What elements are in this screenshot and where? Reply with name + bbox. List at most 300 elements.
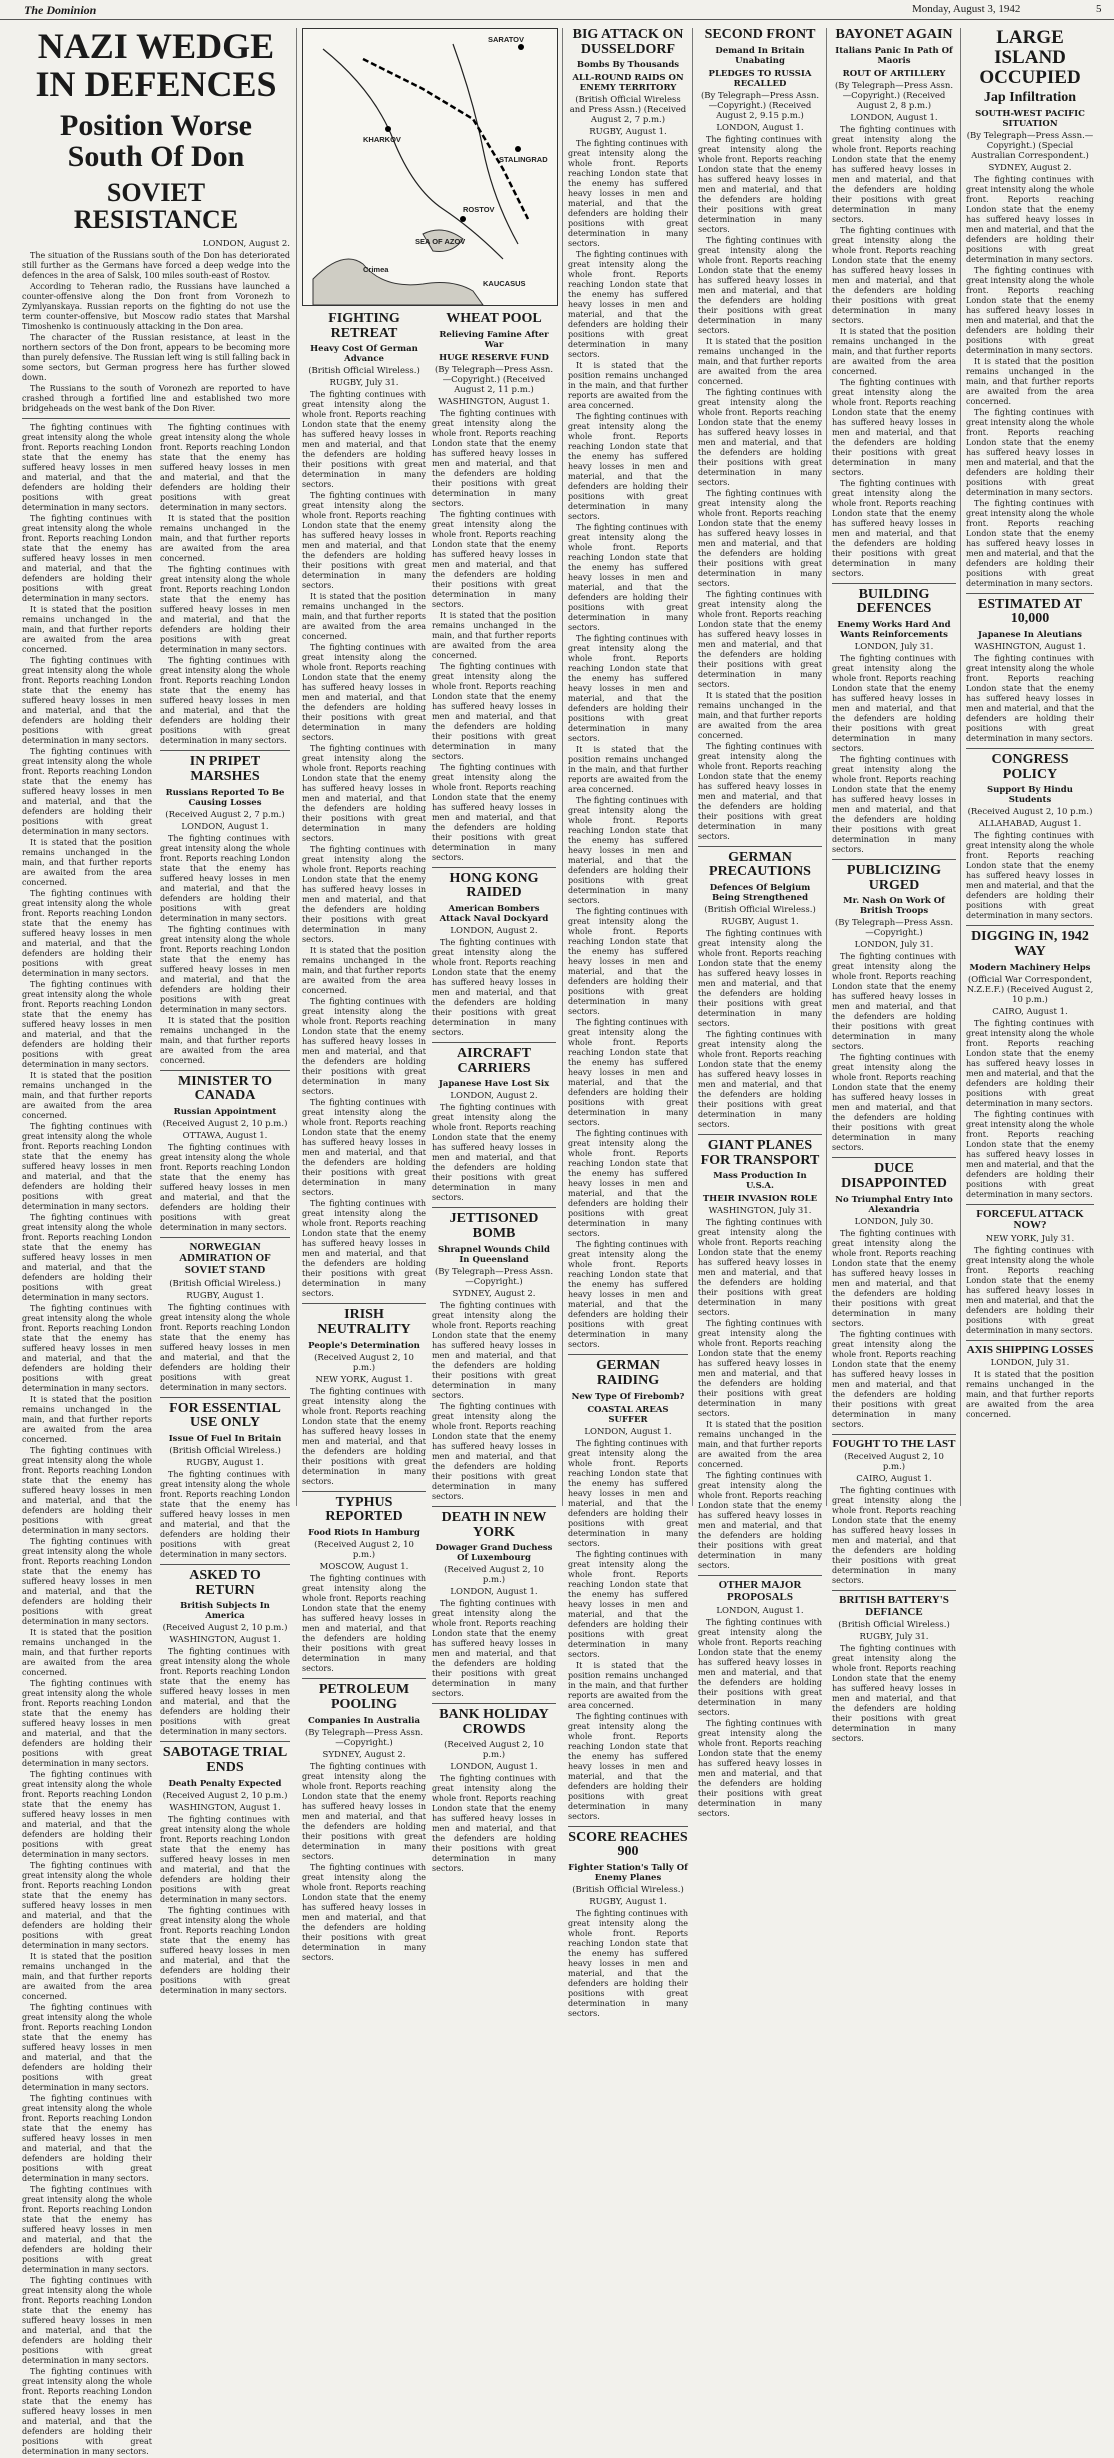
credit: (British Official Wireless and Press Assn.) (Received August 2, 7 p.m.) xyxy=(569,95,687,126)
war-map xyxy=(302,28,558,306)
column-rule xyxy=(692,28,693,1506)
story-head: FOR ESSENTIAL USE ONLY xyxy=(169,1400,281,1431)
paragraph: The Russians to the south of Voronezh are reported to have crashed through a fortified line and established two more bridgeheads on the west bank of the Don River. xyxy=(22,384,290,414)
credit: (British Official Wireless.) xyxy=(838,1620,950,1631)
paragraph: It is stated that the position remains unchanged in the main, and that further reports are awaited from the area concerned. xyxy=(698,336,822,386)
paragraph: The fighting continues with great intensity along the whole front. Reports reaching London state that the enemy has suffered heavy losses in men and material, and that the defenders are holding their positions with great determination in many sectors. xyxy=(22,1770,152,1860)
paragraph: The fighting continues with great intensity along the whole front. Reports reaching London state that the enemy has suffered heavy losses in men and material, and that the defenders are holding their positions with great determination in many sectors. xyxy=(432,408,556,508)
column-rule xyxy=(296,28,297,1506)
story-sub: Japanese Have Lost Six xyxy=(438,1079,550,1090)
credit: (Received August 2, 10 p.m.) xyxy=(314,1352,414,1373)
story-sub: British Subjects In America xyxy=(180,1601,270,1622)
map-column xyxy=(302,28,558,1962)
column-5 xyxy=(698,27,822,1818)
dateline: ALLAHABAD, August 1. xyxy=(978,819,1082,830)
paragraph: The fighting continues with great intensity along the whole front. Reports reaching London state that the enemy has suffered heavy losses in men and material, and that the defenders are holding their positions with great determination in many sectors. xyxy=(966,1018,1094,1108)
paragraph: The fighting continues with great intensity along the whole front. Reports reaching London state that the enemy has suffered heavy losses in men and material, and that the defenders are holding their positions with great determination in many sectors. xyxy=(568,139,688,249)
story-sub: No Triumphal Entry Into Alexandria xyxy=(835,1194,953,1215)
paragraph: The fighting continues with great intensity along the whole front. Reports reaching London state that the enemy has suffered heavy losses in men and material, and that the defenders are holding their positions with great determination in many sectors. xyxy=(698,1218,822,1318)
paragraph: The fighting continues with great intensity along the whole front. Reports reaching London state that the enemy has suffered heavy losses in men and material, and that the defenders are holding their positions with great determination in many sectors. xyxy=(966,407,1094,497)
paragraph: The fighting continues with great intensity along the whole front. Reports reaching London state that the enemy has suffered heavy losses in men and material, and that the defenders are holding their positions with great determination in many sectors. xyxy=(302,1862,426,1962)
credit: (British Official Wireless.) xyxy=(704,905,816,916)
dateline: LONDON, August 1. xyxy=(716,1605,804,1616)
credit: (Received August 2, 10 p.m.) xyxy=(844,1452,944,1473)
paragraph: The fighting continues with great intensity along the whole front. Reports reaching London state that the enemy has suffered heavy losses in men and material, and that the defenders are holding their positions with great determination in many sectors. xyxy=(22,1122,152,1212)
black-sea-shape xyxy=(313,259,483,305)
dateline: OTTAWA, August 1. xyxy=(182,1130,268,1141)
dateline: LONDON, July 31. xyxy=(854,940,934,951)
paragraph: According to Teheran radio, the Russians have launched a counter-offensive along the Don front from Voronezh to Zymlyanskaya. Russian reports on the fighting do not use the term counter-offensive, but Moscow radio states that Marshal Timoshenko is continuously attacking in the Don area. xyxy=(22,282,290,332)
divider xyxy=(966,1340,1094,1341)
dateline: RUGBY, July 31. xyxy=(329,378,399,389)
dateline: WASHINGTON, August 1. xyxy=(974,641,1086,652)
paragraph: The fighting continues with great intensity along the whole front. Reports reaching London state that the enemy has suffered heavy losses in men and material, and that the defenders are holding their positions with great determination in many sectors. xyxy=(568,1018,688,1128)
dateline: SYDNEY, August 2. xyxy=(322,1749,406,1760)
dateline: LONDON, August 1. xyxy=(181,821,269,832)
dateline: LONDON, August 1. xyxy=(450,1587,538,1598)
paragraph: It is stated that the position remains unchanged in the main, and that further reports are awaited from the area concerned. xyxy=(22,1952,152,2002)
paragraph: The fighting continues with great intensity along the whole front. Reports reaching London state that the enemy has suffered heavy losses in men and material, and that the defenders are holding their positions with great determination in many sectors. xyxy=(160,1647,290,1737)
paragraph: It is stated that the position remains unchanged in the main, and that further reports are awaited from the area concerned. xyxy=(22,838,152,888)
story-sub: Demand In Britain Unabating xyxy=(715,45,805,66)
paragraph: The fighting continues with great intensity along the whole front. Reports reaching London state that the enemy has suffered heavy losses in men and material, and that the defenders are holding their positions with great determination in many sectors. xyxy=(22,2185,152,2275)
paragraph: The fighting continues with great intensity along the whole front. Reports reaching London state that the enemy has suffered heavy losses in men and material, and that the defenders are holding their positions with great determination in many sectors. xyxy=(568,250,688,360)
dateline: RUGBY, August 1. xyxy=(721,917,799,928)
dateline: WASHINGTON, July 31. xyxy=(708,1206,812,1217)
paragraph: The fighting continues with great intensity along the whole front. Reports reaching London state that the enemy has suffered heavy losses in men and material, and that the defenders are holding their positions with great determination in many sectors. xyxy=(22,1213,152,1303)
paragraph: The fighting continues with great intensity along the whole front. Reports reaching London state that the enemy has suffered heavy losses in men and material, and that the defenders are holding their positions with great determination in many sectors. xyxy=(22,2367,152,2457)
paragraph: The fighting continues with great intensity along the whole front. Reports reaching London state that the enemy has suffered heavy losses in men and material, and that the defenders are holding their positions with great determination in many sectors. xyxy=(302,1574,426,1674)
paragraph: The fighting continues with great intensity along the whole front. Reports reaching London state that the enemy has suffered heavy losses in men and material, and that the defenders are holding their positions with great determination in many sectors. xyxy=(832,1053,956,1153)
column-rule xyxy=(562,28,563,1506)
paragraph: The fighting continues with great intensity along the whole front. Reports reaching London state that the enemy has suffered heavy losses in men and material, and that the defenders are holding their positions with great determination in many sectors. xyxy=(432,1300,556,1400)
map-label: Crimea xyxy=(363,265,389,274)
paragraph: The fighting continues with great intensity along the whole front. Reports reaching London state that the enemy has suffered heavy losses in men and material, and that the defenders are holding their positions with great determination in many sectors. xyxy=(302,997,426,1097)
story-head: OTHER MAJOR PROPOSALS xyxy=(718,1579,802,1603)
paragraph: The fighting continues with great intensity along the whole front. Reports reaching London state that the enemy has suffered heavy losses in men and material, and that the defenders are holding their positions with great determination in many sectors. xyxy=(302,491,426,591)
city-marker xyxy=(518,44,524,50)
paragraph: It is stated that the position remains unchanged in the main, and that further reports are awaited from the area concerned. xyxy=(22,1395,152,1445)
paragraph: The fighting continues with great intensity along the whole front. Reports reaching London state that the enemy has suffered heavy losses in men and material, and that the defenders are holding their positions with great determination in many sectors. xyxy=(568,1240,688,1350)
paragraph: The fighting continues with great intensity along the whole front. Reports reaching London state that the enemy has suffered heavy losses in men and material, and that the defenders are holding their positions with great determination in many sectors. xyxy=(22,1861,152,1951)
credit: (Received August 2, 10 p.m.) xyxy=(967,807,1093,818)
story-sub: Food Riots In Hamburg xyxy=(308,1528,420,1539)
paragraph: The fighting continues with great intensity along the whole front. Reports reaching London state that the enemy has suffered heavy losses in men and material, and that the defenders are holding their positions with great determination in many sectors. xyxy=(966,831,1094,921)
story-sub: Russians Reported To Be Causing Losses xyxy=(165,787,285,808)
story-sub: Issue Of Fuel In Britain xyxy=(168,1433,282,1444)
story-head: BIG ATTACK ON DUSSELDORF xyxy=(572,27,684,57)
dateline: LONDON, July 31. xyxy=(854,642,934,653)
paragraph: The fighting continues with great intensity along the whole front. Reports reaching London state that the enemy has suffered heavy losses in men and material, and that the defenders are holding their positions with great determination in many sectors. xyxy=(966,1109,1094,1199)
story-head: FORCEFUL ATTACK NOW? xyxy=(976,1207,1084,1232)
story-sub: Relieving Famine After War xyxy=(439,329,549,350)
dateline: LONDON, August 1. xyxy=(850,112,938,123)
story-head: AXIS SHIPPING LOSSES xyxy=(966,1343,1094,1356)
paragraph: The fighting continues with great intensity along the whole front. Reports reaching London state that the enemy has suffered heavy losses in men and material, and that the defenders are holding their positions with great determination in many sectors. xyxy=(832,1228,956,1328)
paragraph: The fighting continues with great intensity along the whole front. Reports reaching London state that the enemy has suffered heavy losses in men and material, and that the defenders are holding their positions with great determination in many sectors. xyxy=(160,1142,290,1232)
story-sub: Defences Of Belgium Being Strengthened xyxy=(709,883,811,904)
credit: (By Telegraph—Press Assn.—Copyright.) (Received August 2, 8 p.m.) xyxy=(834,80,954,111)
story-kicker: THEIR INVASION ROLE xyxy=(702,1194,818,1205)
divider xyxy=(432,1506,556,1507)
divider xyxy=(432,1042,556,1043)
paragraph: The fighting continues with great intensity along the whole front. Reports reaching London state that the enemy has suffered heavy losses in men and material, and that the defenders are holding their positions with great determination in many sectors. xyxy=(698,488,822,588)
story-sub: Heavy Cost Of German Advance xyxy=(310,344,418,365)
divider xyxy=(832,1434,956,1435)
dateline: LONDON, July 31. xyxy=(990,1358,1070,1369)
story-head: WHEAT POOL xyxy=(446,311,542,326)
paragraph: The fighting continues with great intensity along the whole front. Reports reaching London state that the enemy has suffered heavy losses in men and material, and that the defenders are holding their positions with great determination in many sectors. xyxy=(22,1446,152,1536)
story-head: SCORE REACHES 900 xyxy=(568,1829,688,1860)
paragraph: The fighting continues with great intensity along the whole front. Reports reaching London state that the enemy has suffered heavy losses in men and material, and that the defenders are holding their positions with great determination in many sectors. xyxy=(698,1718,822,1818)
divider xyxy=(432,1207,556,1208)
paragraph: The fighting continues with great intensity along the whole front. Reports reaching London state that the enemy has suffered heavy losses in men and material, and that the defenders are holding their positions with great determination in many sectors. xyxy=(160,1469,290,1559)
divider xyxy=(160,1741,290,1742)
paragraph: The fighting continues with great intensity along the whole front. Reports reaching London state that the enemy has suffered heavy losses in men and material, and that the defenders are holding their positions with great determination in many sectors. xyxy=(302,1098,426,1198)
paragraph: The fighting continues with great intensity along the whole front. Reports reaching London state that the enemy has suffered heavy losses in men and material, and that the defenders are holding their positions with great determination in many sectors. xyxy=(832,225,956,325)
paragraph: The fighting continues with great intensity along the whole front. Reports reaching London state that the enemy has suffered heavy losses in men and material, and that the defenders are holding their positions with great determination in many sectors. xyxy=(22,423,152,513)
story-kicker: PLEDGES TO RUSSIA RECALLED xyxy=(708,68,812,89)
story-kicker: ROUT OF ARTILLERY xyxy=(842,68,946,79)
story-sub: Death Penalty Expected xyxy=(168,1778,282,1789)
story-kicker: SOUTH-WEST PACIFIC SITUATION xyxy=(975,108,1085,129)
divider xyxy=(966,748,1094,749)
divider xyxy=(966,593,1094,594)
divider xyxy=(432,1703,556,1704)
credit: (Official War Correspondent, N.Z.E.F.) (Received August 2, 10 p.m.) xyxy=(966,974,1094,1005)
paragraph: The fighting continues with great intensity along the whole front. Reports reaching London state that the enemy has suffered heavy losses in men and material, and that the defenders are holding their positions with great determination in many sectors. xyxy=(160,1814,290,1904)
divider xyxy=(568,1826,688,1827)
divider xyxy=(832,859,956,860)
story-head: NORWEGIAN ADMIRATION OF SOVIET STAND xyxy=(179,1240,271,1277)
story-head: AIRCRAFT CARRIERS xyxy=(457,1046,531,1076)
issue-date: Monday, August 3, 1942 xyxy=(912,3,1021,15)
paragraph: The fighting continues with great intensity along the whole front. Reports reaching London state that the enemy has suffered heavy losses in men and material, and that the defenders are holding their positions with great determination in many sectors. xyxy=(432,1599,556,1699)
dateline: CAIRO, August 1. xyxy=(992,1006,1068,1017)
paragraph: The fighting continues with great intensity along the whole front. Reports reaching London state that the enemy has suffered heavy losses in men and material, and that the defenders are holding their positions with great determination in many sectors. xyxy=(568,634,688,744)
credit: (Received August 2, 10 p.m.) xyxy=(162,1118,288,1129)
story-head: IRISH NEUTRALITY xyxy=(317,1307,411,1338)
story-sub: New Type Of Firebomb? xyxy=(571,1391,685,1402)
paragraph: The situation of the Russians south of the Don has deteriorated still further as the Germans have forced a deep wedge into the defences in the area of Salsk, 100 miles south-east of Rostov. xyxy=(22,251,290,281)
paragraph: The fighting continues with great intensity along the whole front. Reports reaching London state that the enemy has suffered heavy losses in men and material, and that the defenders are holding their positions with great determination in many sectors. xyxy=(698,589,822,689)
divider xyxy=(160,1237,290,1238)
paragraph: It is stated that the position remains unchanged in the main, and that further reports are awaited from the area concerned. xyxy=(568,361,688,411)
credit: (Received August 2, 10 p.m.) xyxy=(444,1739,544,1760)
story-kicker: COASTAL AREAS SUFFER xyxy=(587,1404,669,1425)
dateline: WASHINGTON, August 1. xyxy=(438,396,550,407)
paragraph: It is stated that the position remains unchanged in the main, and that further reports are awaited from the area concerned. xyxy=(698,690,822,740)
paragraph: It is stated that the position remains unchanged in the main, and that further reports are awaited from the area concerned. xyxy=(22,605,152,655)
dateline: NEW YORK, August 1. xyxy=(315,1374,413,1385)
paragraph: The fighting continues with great intensity along the whole front. Reports reaching London state that the enemy has suffered heavy losses in men and material, and that the defenders are holding their positions with great determination in many sectors. xyxy=(160,656,290,746)
paragraph: The fighting continues with great intensity along the whole front. Reports reaching London state that the enemy has suffered heavy losses in men and material, and that the defenders are holding their positions with great determination in many sectors. xyxy=(698,134,822,234)
paragraph: The fighting continues with great intensity along the whole front. Reports reaching London state that the enemy has suffered heavy losses in men and material, and that the defenders are holding their positions with great determination in many sectors. xyxy=(832,1486,956,1586)
story-head: DIGGING IN, 1942 WAY xyxy=(971,929,1089,959)
paper-name: The Dominion xyxy=(24,3,97,17)
story-kicker: HUGE RESERVE FUND xyxy=(439,352,549,363)
story-sub: Shrapnel Wounds Child In Queensland xyxy=(438,1244,550,1265)
paragraph: The fighting continues with great intensity along the whole front. Reports reaching London state that the enemy has suffered heavy losses in men and material, and that the defenders are holding their positions with great determination in many sectors. xyxy=(22,980,152,1070)
divider xyxy=(432,867,556,868)
paragraph: The fighting continues with great intensity along the whole front. Reports reaching London state that the enemy has suffered heavy losses in men and material, and that the defenders are holding their positions with great determination in many sectors. xyxy=(698,741,822,841)
story-head: DEATH IN NEW YORK xyxy=(441,1509,547,1540)
dateline: RUGBY, August 1. xyxy=(589,127,667,138)
credit: (By Telegraph—Press Assn.—Copyright.) xyxy=(434,1266,554,1287)
divider xyxy=(698,1134,822,1135)
story-head: JETTISONED BOMB xyxy=(449,1211,539,1242)
story-head: BANK HOLIDAY CROWDS xyxy=(439,1707,549,1737)
story-head: GIANT PLANES FOR TRANSPORT xyxy=(700,1138,820,1168)
paragraph: The fighting continues with great intensity along the whole front. Reports reaching London state that the enemy has suffered heavy losses in men and material, and that the defenders are holding their positions with great determination in many sectors. xyxy=(832,1644,956,1744)
credit: (Received August 2, 10 p.m.) xyxy=(162,1790,288,1801)
masthead xyxy=(0,0,1114,20)
paragraph: It is stated that the position remains unchanged in the main, and that further reports are awaited from the area concerned. xyxy=(966,356,1094,406)
paragraph: The fighting continues with great intensity along the whole front. Reports reaching London state that the enemy has suffered heavy losses in men and material, and that the defenders are holding their positions with great determination in many sectors. xyxy=(832,478,956,578)
paragraph: The fighting continues with great intensity along the whole front. Reports reaching London state that the enemy has suffered heavy losses in men and material, and that the defenders are holding their positions with great determination in many sectors. xyxy=(160,565,290,655)
paragraph: The fighting continues with great intensity along the whole front. Reports reaching London state that the enemy has suffered heavy losses in men and material, and that the defenders are holding their positions with great determination in many sectors. xyxy=(832,654,956,754)
divider xyxy=(302,1303,426,1304)
credit: (British Official Wireless.) xyxy=(169,1445,281,1456)
paragraph: The fighting continues with great intensity along the whole front. Reports reaching London state that the enemy has suffered heavy losses in men and material, and that the defenders are holding their positions with great determination in many sectors. xyxy=(698,1319,822,1419)
story-sub: Japanese In Aleutians xyxy=(978,629,1082,640)
map-label: KHARKOV xyxy=(363,135,401,144)
credit: (By Telegraph—Press Assn.—Copyright.) xyxy=(304,1727,424,1748)
lead-column xyxy=(22,26,290,2457)
story-sub: Enemy Works Hard And Wants Reinforcements xyxy=(837,620,951,641)
paragraph: The fighting continues with great intensity along the whole front. Reports reaching London state that the enemy has suffered heavy losses in men and material, and that the defenders are holding their positions with great determination in many sectors. xyxy=(568,523,688,633)
divider xyxy=(22,418,290,419)
paragraph: The fighting continues with great intensity along the whole front. Reports reaching London state that the enemy has suffered heavy losses in men and material, and that the defenders are holding their positions with great determination in many sectors. xyxy=(302,390,426,490)
paragraph: The fighting continues with great intensity along the whole front. Reports reaching London state that the enemy has suffered heavy losses in men and material, and that the defenders are holding their positions with great determination in many sectors. xyxy=(832,377,956,477)
credit: (Received August 2, 10 p.m.) xyxy=(314,1540,414,1561)
paragraph: The fighting continues with great intensity along the whole front. Reports reaching London state that the enemy has suffered heavy losses in men and material, and that the defenders are holding their positions with great determination in many sectors. xyxy=(966,265,1094,355)
story-sub: Modern Machinery Helps xyxy=(969,962,1091,973)
paragraph: The fighting continues with great intensity along the whole front. Reports reaching London state that the enemy has suffered heavy losses in men and material, and that the defenders are holding their positions with great determination in many sectors. xyxy=(22,514,152,604)
map-label: KAUCASUS xyxy=(483,279,526,288)
story-sub: Bombs By Thousands xyxy=(576,60,680,71)
column-7 xyxy=(966,28,1094,1506)
story-sub: Russian Appointment xyxy=(173,1106,277,1117)
city-marker xyxy=(515,146,521,152)
city-marker xyxy=(460,216,466,222)
dateline: RUGBY, August 1. xyxy=(589,1897,667,1908)
credit: (By Telegraph—Press Assn.—Copyright.) (Special Australian Correspondent.) xyxy=(966,130,1094,161)
divider xyxy=(160,1070,290,1071)
paragraph: The fighting continues with great intensity along the whole front. Reports reaching London state that the enemy has suffered heavy losses in men and material, and that the defenders are holding their positions with great determination in many sectors. xyxy=(832,124,956,224)
paragraph: The fighting continues with great intensity along the whole front. Reports reaching London state that the enemy has suffered heavy losses in men and material, and that the defenders are holding their positions with great determination in many sectors. xyxy=(568,796,688,906)
paragraph: The fighting continues with great intensity along the whole front. Reports reaching London state that the enemy has suffered heavy losses in men and material, and that the defenders are holding their positions with great determination in many sectors. xyxy=(832,952,956,1052)
paragraph: The fighting continues with great intensity along the whole front. Reports reaching London state that the enemy has suffered heavy losses in men and material, and that the defenders are holding their positions with great determination in many sectors. xyxy=(832,1329,956,1429)
paragraph: It is stated that the position remains unchanged in the main, and that further reports are awaited from the area concerned. xyxy=(302,592,426,642)
story-head: IN PRIPET MARSHES xyxy=(189,754,261,784)
paragraph: The fighting continues with great intensity along the whole front. Reports reaching London state that the enemy has suffered heavy losses in men and material, and that the defenders are holding their positions with great determination in many sectors. xyxy=(698,1471,822,1571)
paragraph: The fighting continues with great intensity along the whole front. Reports reaching London state that the enemy has suffered heavy losses in men and material, and that the defenders are holding their positions with great determination in many sectors. xyxy=(432,762,556,862)
paragraph: The fighting continues with great intensity along the whole front. Reports reaching London state that the enemy has suffered heavy losses in men and material, and that the defenders are holding their positions with great determination in many sectors. xyxy=(698,235,822,335)
story-head: ASKED TO RETURN xyxy=(189,1567,261,1598)
divider xyxy=(832,583,956,584)
divider xyxy=(302,1491,426,1492)
story-sub: Italians Panic In Path Of Maoris xyxy=(835,45,953,66)
paragraph: It is stated that the position remains unchanged in the main, and that further reports are awaited from the area concerned. xyxy=(160,1015,290,1065)
dateline: RUGBY, July 31. xyxy=(859,1632,929,1643)
paragraph: The fighting continues with great intensity along the whole front. Reports reaching London state that the enemy has suffered heavy losses in men and material, and that the defenders are holding their positions with great determination in many sectors. xyxy=(302,744,426,844)
paragraph: It is stated that the position remains unchanged in the main, and that further reports are awaited from the area concerned. xyxy=(160,514,290,564)
story-head: FIGHTING RETREAT xyxy=(328,311,400,341)
paragraph: The fighting continues with great intensity along the whole front. Reports reaching London state that the enemy has suffered heavy losses in men and material, and that the defenders are holding their positions with great determination in many sectors. xyxy=(966,1245,1094,1335)
dateline: LONDON, August 2. xyxy=(450,1091,538,1102)
story-sub: People's Determination xyxy=(308,1340,420,1351)
dateline: WASHINGTON, August 1. xyxy=(169,1635,281,1646)
dateline: LONDON, August 1. xyxy=(716,122,804,133)
divider xyxy=(698,846,822,847)
story-head: FOUGHT TO THE LAST xyxy=(832,1437,956,1450)
paragraph: The fighting continues with great intensity along the whole front. Reports reaching London state that the enemy has suffered heavy losses in men and material, and that the defenders are holding their positions with great determination in many sectors. xyxy=(302,845,426,945)
paragraph: The fighting continues with great intensity along the whole front. Reports reaching London state that the enemy has suffered heavy losses in men and material, and that the defenders are holding their positions with great determination in many sectors. xyxy=(432,1401,556,1501)
paragraph: The fighting continues with great intensity along the whole front. Reports reaching London state that the enemy has suffered heavy losses in men and material, and that the defenders are holding their positions with great determination in many sectors. xyxy=(22,2003,152,2093)
paragraph: The fighting continues with great intensity along the whole front. Reports reaching London state that the enemy has suffered heavy losses in men and material, and that the defenders are holding their positions with great determination in many sectors. xyxy=(22,2276,152,2366)
credit: (Received August 2, 10 p.m.) xyxy=(162,1623,288,1634)
paragraph: It is stated that the position remains unchanged in the main, and that further reports are awaited from the area concerned. xyxy=(22,1628,152,1678)
map-drawing xyxy=(303,29,557,305)
divider xyxy=(698,1575,822,1576)
dateline: LONDON, August 1. xyxy=(450,1761,538,1772)
divider xyxy=(832,1157,956,1158)
map-label: SEA OF AZOV xyxy=(415,237,466,246)
story-sub: American Bombers Attack Naval Dockyard xyxy=(439,904,549,925)
paragraph: The fighting continues with great intensity along the whole front. Reports reaching London state that the enemy has suffered heavy losses in men and material, and that the defenders are holding their positions with great determination in many sectors. xyxy=(302,1199,426,1299)
paragraph: The fighting continues with great intensity along the whole front. Reports reaching London state that the enemy has suffered heavy losses in men and material, and that the defenders are holding their positions with great determination in many sectors. xyxy=(160,833,290,923)
paragraph: It is stated that the position remains unchanged in the main, and that further reports are awaited from the area concerned. xyxy=(966,1370,1094,1420)
divider xyxy=(966,925,1094,926)
paragraph: The fighting continues with great intensity along the whole front. Reports reaching London state that the enemy has suffered heavy losses in men and material, and that the defenders are holding their positions with great determination in many sectors. xyxy=(302,1761,426,1861)
river-line xyxy=(453,44,518,244)
credit: (By Telegraph—Press Assn.—Copyright.) xyxy=(834,918,954,939)
lead-kicker: SOVIET RESISTANCE xyxy=(73,177,239,234)
paragraph: The fighting continues with great intensity along the whole front. Reports reaching London state that the enemy has suffered heavy losses in men and material, and that the defenders are holding their positions with great determination in many sectors. xyxy=(160,423,290,513)
paragraph: The fighting continues with great intensity along the whole front. Reports reaching London state that the enemy has suffered heavy losses in men and material, and that the defenders are holding their positions with great determination in many sectors. xyxy=(160,924,290,1014)
story-kicker: ALL-ROUND RAIDS ON ENEMY TERRITORY xyxy=(572,73,684,94)
dateline: LONDON, August 1. xyxy=(584,1426,672,1437)
story-sub: Fighter Station's Tally Of Enemy Planes xyxy=(568,1863,688,1884)
map-label: ROSTOV xyxy=(463,205,495,214)
dateline: LONDON, July 30. xyxy=(854,1216,934,1227)
story-head: SABOTAGE TRIAL ENDS xyxy=(162,1745,288,1776)
paragraph: The fighting continues with great intensity along the whole front. Reports reaching London state that the enemy has suffered heavy losses in men and material, and that the defenders are holding their positions with great determination in many sectors. xyxy=(432,1103,556,1203)
story-sub: Mr. Nash On Work Of British Troops xyxy=(843,896,945,917)
divider xyxy=(160,1564,290,1565)
page-number: 5 xyxy=(1096,3,1102,15)
paragraph: The character of the Russian resistance, at least in the northern sectors of the Don front, appears to be becoming more than purely defensive. The Russian left wing is still falling back in some sectors, but German progress here has further slowed down. xyxy=(22,333,290,383)
story-head: LARGE ISLAND OCCUPIED xyxy=(979,27,1081,88)
paragraph: The fighting continues with great intensity along the whole front. Reports reaching London state that the enemy has suffered heavy losses in men and material, and that the defenders are holding their positions with great determination in many sectors. xyxy=(22,1304,152,1394)
paragraph: It is stated that the position remains unchanged in the main, and that further reports are awaited from the area concerned. xyxy=(22,1071,152,1121)
dateline: SYDNEY, August 2. xyxy=(452,1288,536,1299)
river-line xyxy=(323,49,503,259)
paragraph: The fighting continues with great intensity along the whole front. Reports reaching London state that the enemy has suffered heavy losses in men and material, and that the defenders are holding their positions with great determination in many sectors. xyxy=(698,1030,822,1130)
dateline: RUGBY, August 1. xyxy=(186,1457,264,1468)
divider xyxy=(832,1590,956,1591)
story-head: BUILDING DEFENCES xyxy=(856,586,932,617)
paragraph: The fighting continues with great intensity along the whole front. Reports reaching London state that the enemy has suffered heavy losses in men and material, and that the defenders are holding their positions with great determination in many sectors. xyxy=(568,1129,688,1239)
story-head: GERMAN RAIDING xyxy=(596,1358,660,1389)
credit: (Received August 2, 10 p.m.) xyxy=(444,1565,544,1586)
story-head: SECOND FRONT xyxy=(704,27,816,42)
paragraph: The fighting continues with great intensity along the whole front. Reports reaching London state that the enemy has suffered heavy losses in men and material, and that the defenders are holding their positions with great determination in many sectors. xyxy=(160,1302,290,1392)
paragraph: The fighting continues with great intensity along the whole front. Reports reaching London state that the enemy has suffered heavy losses in men and material, and that the defenders are holding their positions with great determination in many sectors. xyxy=(966,498,1094,588)
story-head: PUBLICIZING URGED xyxy=(846,863,942,893)
paragraph: The fighting continues with great intensity along the whole front. Reports reaching London state that the enemy has suffered heavy losses in men and material, and that the defenders are holding their positions with great determination in many sectors. xyxy=(698,929,822,1029)
story-head: BRITISH BATTERY'S DEFIANCE xyxy=(839,1594,949,1618)
divider xyxy=(966,1204,1094,1205)
paragraph: It is stated that the position remains unchanged in the main, and that further reports are awaited from the area concerned. xyxy=(432,610,556,660)
paragraph: The fighting continues with great intensity along the whole front. Reports reaching London state that the enemy has suffered heavy losses in men and material, and that the defenders are holding their positions with great determination in many sectors. xyxy=(302,1386,426,1486)
paragraph: The fighting continues with great intensity along the whole front. Reports reaching London state that the enemy has suffered heavy losses in men and material, and that the defenders are holding their positions with great determination in many sectors. xyxy=(832,755,956,855)
dateline: LONDON, August 2. xyxy=(202,239,290,250)
paragraph: The fighting continues with great intensity along the whole front. Reports reaching London state that the enemy has suffered heavy losses in men and material, and that the defenders are holding their positions with great determination in many sectors. xyxy=(432,661,556,761)
story-sub: Mass Production In U.S.A. xyxy=(713,1171,807,1192)
story-head: PETROLEUM POOLING xyxy=(318,1682,410,1712)
column-6 xyxy=(832,27,956,1744)
credit: (British Official Wireless.) xyxy=(169,1278,281,1289)
paragraph: The fighting continues with great intensity along the whole front. Reports reaching London state that the enemy has suffered heavy losses in men and material, and that the defenders are holding their positions with great determination in many sectors. xyxy=(432,509,556,609)
credit: (By Telegraph—Press Assn.—Copyright.) (Received August 2, 9.15 p.m.) xyxy=(700,90,820,121)
paragraph: The fighting continues with great intensity along the whole front. Reports reaching London state that the enemy has suffered heavy losses in men and material, and that the defenders are holding their positions with great determination in many sectors. xyxy=(22,656,152,746)
column-4 xyxy=(568,27,688,2019)
story-sub: Support By Hindu Students xyxy=(987,785,1073,806)
paragraph: The fighting continues with great intensity along the whole front. Reports reaching London state that the enemy has suffered heavy losses in men and material, and that the defenders are holding their positions with great determination in many sectors. xyxy=(966,174,1094,264)
story-head: ESTIMATED AT 10,000 xyxy=(977,596,1083,627)
story-sub: Jap Infiltration xyxy=(983,89,1077,105)
story-head: DUCE DISAPPOINTED xyxy=(841,1161,947,1192)
dateline: LONDON, August 2. xyxy=(450,926,538,937)
credit: (By Telegraph—Press Assn.—Copyright.) (Received August 2, 11 p.m.) xyxy=(434,364,554,395)
dateline: CAIRO, August 1. xyxy=(856,1474,932,1485)
paragraph: The fighting continues with great intensity along the whole front. Reports reaching London state that the enemy has suffered heavy losses in men and material, and that the defenders are holding their positions with great determination in many sectors. xyxy=(160,1905,290,1995)
paragraph: The fighting continues with great intensity along the whole front. Reports reaching London state that the enemy has suffered heavy losses in men and material, and that the defenders are holding their positions with great determination in many sectors. xyxy=(568,1438,688,1548)
paragraph: The fighting continues with great intensity along the whole front. Reports reaching London state that the enemy has suffered heavy losses in men and material, and that the defenders are holding their positions with great determination in many sectors. xyxy=(22,2094,152,2184)
city-marker xyxy=(385,126,391,132)
paragraph: The fighting continues with great intensity along the whole front. Reports reaching London state that the enemy has suffered heavy losses in men and material, and that the defenders are holding their positions with great determination in many sectors. xyxy=(432,938,556,1038)
paragraph: The fighting continues with great intensity along the whole front. Reports reaching London state that the enemy has suffered heavy losses in men and material, and that the defenders are holding their positions with great determination in many sectors. xyxy=(966,653,1094,743)
story-head: MINISTER TO CANADA xyxy=(177,1073,272,1104)
dateline: NEW YORK, July 31. xyxy=(985,1233,1075,1244)
story-head: TYPHUS REPORTED xyxy=(325,1494,403,1525)
credit: (British Official Wireless.) xyxy=(308,366,420,377)
story-head: HONG KONG RAIDED xyxy=(449,870,539,901)
credit: (Received August 2, 7 p.m.) xyxy=(165,809,285,820)
map-label: STALINGRAD xyxy=(499,155,548,164)
paragraph: It is stated that the position remains unchanged in the main, and that further reports are awaited from the area concerned. xyxy=(568,745,688,795)
paragraph: The fighting continues with great intensity along the whole front. Reports reaching London state that the enemy has suffered heavy losses in men and material, and that the defenders are holding their positions with great determination in many sectors. xyxy=(302,643,426,743)
column-rule xyxy=(960,28,961,1506)
credit: (British Official Wireless.) xyxy=(572,1885,684,1896)
lead-subhead: Position Worse South Of Don xyxy=(60,108,252,174)
lead-headline: NAZI WEDGE IN DEFENCES xyxy=(35,26,277,104)
paragraph: The fighting continues with great intensity along the whole front. Reports reaching London state that the enemy has suffered heavy losses in men and material, and that the defenders are holding their positions with great determination in many sectors. xyxy=(568,1549,688,1659)
story-head: CONGRESS POLICY xyxy=(991,751,1069,782)
paragraph: The fighting continues with great intensity along the whole front. Reports reaching London state that the enemy has suffered heavy losses in men and material, and that the defenders are holding their positions with great determination in many sectors. xyxy=(568,1711,688,1821)
dateline: MOSCOW, August 1. xyxy=(319,1562,409,1573)
divider xyxy=(160,1397,290,1398)
paragraph: The fighting continues with great intensity along the whole front. Reports reaching London state that the enemy has suffered heavy losses in men and material, and that the defenders are holding their positions with great determination in many sectors. xyxy=(22,1679,152,1769)
divider xyxy=(302,1678,426,1679)
paragraph: The fighting continues with great intensity along the whole front. Reports reaching London state that the enemy has suffered heavy losses in men and material, and that the defenders are holding their positions with great determination in many sectors. xyxy=(568,1909,688,2019)
paragraph: The fighting continues with great intensity along the whole front. Reports reaching London state that the enemy has suffered heavy losses in men and material, and that the defenders are holding their positions with great determination in many sectors. xyxy=(698,387,822,487)
paragraph: The fighting continues with great intensity along the whole front. Reports reaching London state that the enemy has suffered heavy losses in men and material, and that the defenders are holding their positions with great determination in many sectors. xyxy=(568,907,688,1017)
paragraph: The fighting continues with great intensity along the whole front. Reports reaching London state that the enemy has suffered heavy losses in men and material, and that the defenders are holding their positions with great determination in many sectors. xyxy=(22,889,152,979)
paragraph: It is stated that the position remains unchanged in the main, and that further reports are awaited from the area concerned. xyxy=(698,1420,822,1470)
